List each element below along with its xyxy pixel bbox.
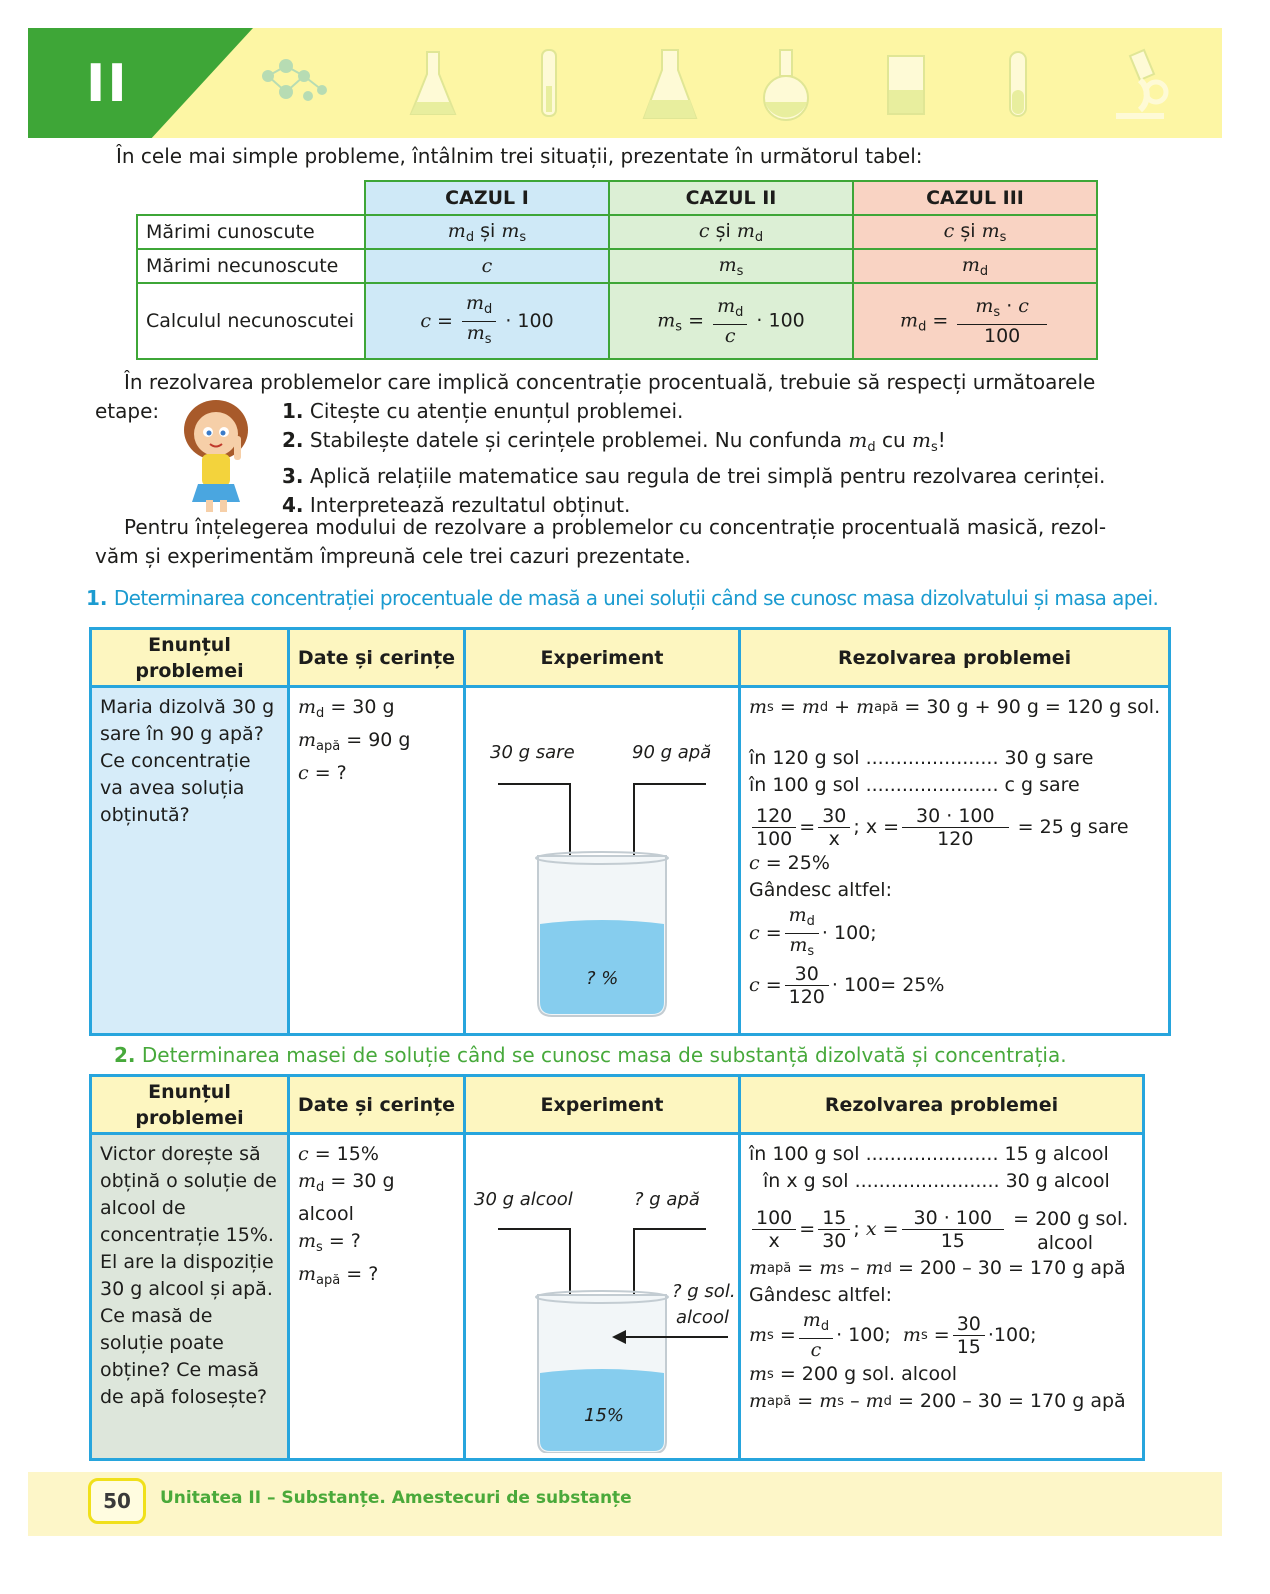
statement-header: Enunțul problemei (91, 629, 289, 687)
case3-header: CAZUL III (853, 181, 1097, 215)
problem2-solution: în 100 g sol ...................... 15 g alcool în x g sol ........................ 30 g alcool $\frac{100}{x}$ = $\frac{15}{30}$ ; x = $\frac{30 \cdot 100}{15}$ = 200 g sol. alcool m apă = m s – m d = 200 – 30 = 170 g apă Gândesc altfel: m s = $\frac{m_d}{c}$ · 100; m s = $\frac{30}{15}$ ·100; m s = 200 g sol. alcool m apă = m s – m d = 200 – 30 = 170 g apă (740, 1134, 1144, 1460)
p1-rule-line1: în 120 g sol ...................... 30 g sare (749, 747, 1094, 769)
problem1-experiment (465, 687, 740, 1035)
thermometer-icon (518, 46, 578, 126)
problem1-solution: m s = m d + m apă = 30 g + 90 g = 120 g sol. în 120 g sol ...................... 30 g sare în 100 g sol ...................... c g sare $\frac{120}{100}$ = $\frac{30}{x}$ ; x = $\frac{30 \cdot 100}{120}$ = 25 g sare c = 25% Gândesc altfel: c = $\frac{m_d}{m_s}$ · 100; c = $\frac{30}{120}$ · 100= 25% (740, 687, 1170, 1035)
case1-unknown: c (365, 249, 609, 283)
unknown-label: Mărimi necunoscute (137, 249, 365, 283)
case3-unknown: $m_d$ (853, 249, 1097, 283)
data-header: Date și cerințe (289, 629, 465, 687)
case1-formula: c = $\frac{m_d}{m_s}$ · 100 (365, 283, 609, 359)
beaker-icon (876, 46, 936, 126)
experiment-header-2: Experiment (465, 1076, 740, 1134)
problem1-table (89, 627, 1171, 1036)
p1-think: Gândesc altfel: (749, 879, 892, 901)
statement-header-2: Enunțul problemei (91, 1076, 289, 1134)
steps-lead: etape: (95, 399, 160, 423)
flask-icon (403, 46, 463, 126)
paragraph-line1: Pentru înțelegerea modului de rezolvare a problemelor cu concentrație procentuală masică, rezol- (124, 515, 1107, 539)
problem2-data: c = 15% $m_d = 30$ g alcool $m_s$ = ? $m_{apă}$ = ? (289, 1134, 465, 1460)
erlenmeyer-icon (640, 46, 700, 126)
p1-rule-line2: în 100 g sol ...................... c g sare (749, 774, 1080, 796)
page-number: 50 (88, 1478, 146, 1524)
step-2: 2. Stabilește datele și cerințele problemei. Nu confunda $m_d$ cu $m_s$! (282, 428, 946, 455)
experiment-header: Experiment (465, 629, 740, 687)
exp1-center-label: ? % (586, 968, 619, 989)
case2-formula: $m_s$ = $\frac{m_d}{c}$ · 100 (609, 283, 853, 359)
solution-header-2: Rezolvarea problemei (740, 1076, 1144, 1134)
section2-title: 2. Determinarea masei de soluție când se cunosc masa de substanță dizolvată și concentrația. (114, 1043, 1067, 1067)
exp2-side-label2: alcool (676, 1307, 729, 1328)
beaker-diagram-1 (466, 688, 738, 1028)
problem2-experiment (465, 1134, 740, 1460)
case2-unknown: $m_s$ (609, 249, 853, 283)
exp1-right-label: 90 g apă (632, 742, 712, 763)
section1-title: 1. Determinarea concentrației procentuale de masă a unei soluții când se cunosc masa dizolvatului și masa apei. (86, 586, 1159, 610)
step-4: 4. Interpretează rezultatul obținut. (282, 493, 631, 517)
problem1-statement: Maria dizolvă 30 g sare în 90 g apă? Ce concentrație va avea soluția obținută? (91, 687, 289, 1035)
exp2-side-label1: ? g sol. (672, 1281, 736, 1302)
problem2-statement: Victor dorește să obțină o soluție de alcool de concentrație 15%. El are la dispoziție 30 g alcool și apă. Ce masă de soluție poate obține? Ce masă de apă folosește? (91, 1134, 289, 1460)
page-footer (28, 1472, 1222, 1536)
girl-illustration-icon (172, 396, 262, 514)
p2-rule-line1: în 100 g sol ...................... 15 g alcool (749, 1143, 1109, 1165)
known-label: Mărimi cunoscute (137, 215, 365, 249)
exp2-left-label: 30 g alcool (474, 1189, 573, 1210)
case3-formula: $m_d$ = $\frac{m_s \cdot c}{100}$ (853, 283, 1097, 359)
steps-intro: În rezolvarea problemelor care implică concentrație procentuală, trebuie să respecți următoarele (124, 370, 1096, 394)
case1-header: CAZUL I (365, 181, 609, 215)
p2-think: Gândesc altfel: (749, 1284, 892, 1306)
case2-header: CAZUL II (609, 181, 853, 215)
exp1-left-label: 30 g sare (490, 742, 575, 763)
cases-table (136, 180, 1098, 360)
steps-list (282, 397, 1105, 520)
chapter-badge (28, 28, 253, 138)
case3-known: c și $m_s$ (853, 215, 1097, 249)
p2-rule-line2: în x g sol ........................ 30 g alcool (763, 1170, 1110, 1192)
table-corner (137, 181, 365, 215)
exp2-center-label: 15% (584, 1405, 625, 1426)
footer-unit-title: Unitatea II – Substanțe. Amestecuri de substanțe (160, 1488, 632, 1508)
intro-text: În cele mai simple probleme, întâlnim trei situații, prezentate în următorul tabel: (116, 144, 923, 168)
data-header-2: Date și cerințe (289, 1076, 465, 1134)
round-flask-icon (756, 46, 816, 126)
test-tube-icon (988, 46, 1048, 126)
solution-header: Rezolvarea problemei (740, 629, 1170, 687)
case2-known: c și $m_d$ (609, 215, 853, 249)
problem2-table (89, 1074, 1145, 1461)
exp2-right-label: ? g apă (634, 1189, 700, 1210)
paragraph-line2: văm și experimentăm împreună cele trei cazuri prezentate. (95, 544, 691, 568)
case1-known: $m_d$ și $m_s$ (365, 215, 609, 249)
problem1-data: $m_d = 30$ g $m_{apă} = 90$ g c = ? (289, 687, 465, 1035)
molecule-icon (256, 46, 336, 126)
calc-label: Calculul necunoscutei (137, 283, 365, 359)
microscope-icon (1100, 46, 1180, 126)
chapter-number: II (86, 54, 129, 114)
beaker-diagram-2 (466, 1135, 738, 1453)
step-1: 1. Citește cu atenție enunțul problemei. (282, 399, 684, 423)
chapter-header (28, 28, 1222, 138)
step-3: 3. Aplică relațiile matematice sau regula de trei simplă pentru rezolvarea cerinței. (282, 464, 1106, 488)
